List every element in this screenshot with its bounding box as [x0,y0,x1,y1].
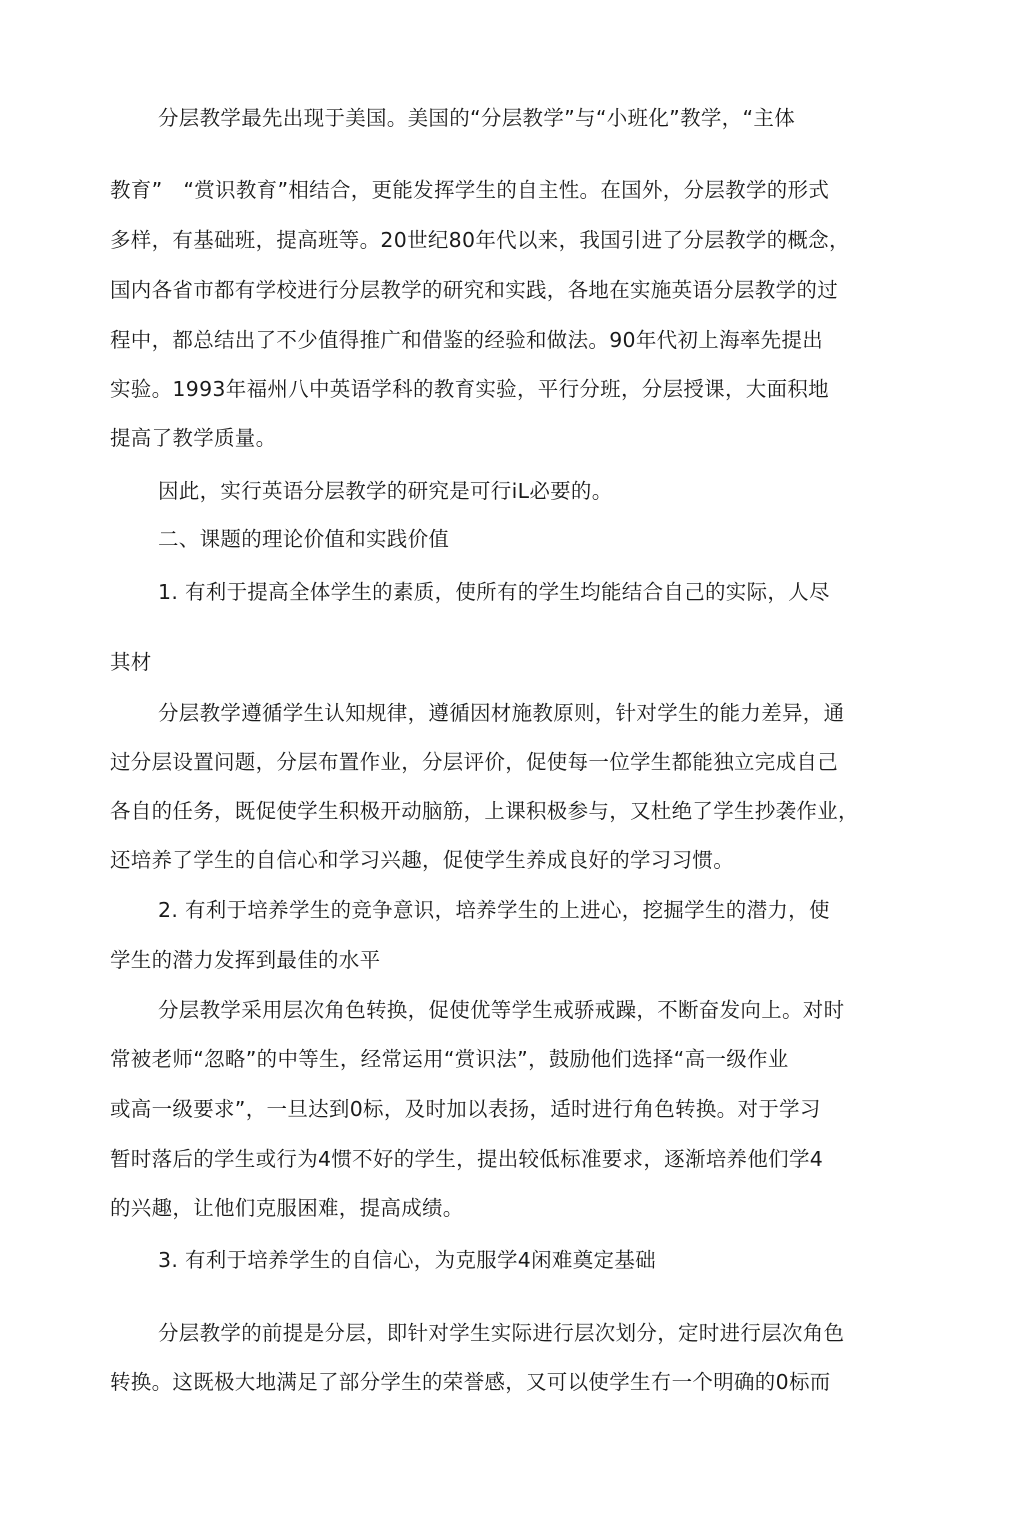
text-line: 暂时落后的学生或行为4惯不好的学生，提出较低标准要求，逐渐培养他们学4 [110,1147,824,1171]
text-line: 或高一级要求”，一旦达到0标，及时加以表扬，适时进行角色转换。对于学习 [110,1097,821,1121]
text-line: 程中，都总结出了不少值得推广和借鉴的经验和做法。90年代初上海率先提出 [110,328,824,352]
text-line: 各自的任务，既促使学生积极开动脑筋，上课积极参与，又杜绝了学生抄袭作业， [110,799,859,823]
text-line: 分层教学最先出现于美国。美国的“分层教学”与“小班化”教学，“主体 [158,106,795,130]
text-line: 学生的潜力发挥到最佳的水平 [110,948,381,972]
text-line: 转换。这既极大地满足了部分学生的荣誉感，又可以使学生冇一个明确的0标而 [110,1370,831,1394]
text-line: 3. 有利于培养学生的自信心，为克服学4闲难奠定基础 [158,1248,656,1272]
text-line: 其材 [110,650,152,674]
text-line: 多样，有基础班，提高班等。20世纪80年代以来，我国引进了分层教学的概念， [110,228,850,252]
text-line: 国内各省市都有学校进行分层教学的研究和实践，各地在实施英语分层教学的过 [110,278,838,302]
text-line: 提高了教学质量。 [110,426,277,450]
text-line: 2. 有利于培养学生的竞争意识，培养学生的上进心，挖掘学生的潜力，使 [158,898,830,922]
text-line: 常被老师“忽略”的中等生，经常运用“赏识法”，鼓励他们选择“高一级作业 [110,1047,789,1071]
text-line: 1. 有利于提高全体学生的素质，使所有的学生均能结合自己的实际，人尽 [158,580,830,604]
text-line: 分层教学遵循学生认知规律，遵循因材施教原则，针对学生的能力差异，通 [158,701,845,725]
text-line: 分层教学的前提是分层，即针对学生实际进行层次划分，定时进行层次角色 [158,1321,845,1345]
section-heading: 二、课题的理论价值和实践价值 [158,527,450,551]
text-line: 过分层设置问题，分层布置作业，分层评价，促使每一位学生都能独立完成自己 [110,750,838,774]
text-line: 的兴趣，让他们克服困难，提高成绩。 [110,1196,464,1220]
text-line: 分层教学采用层次角色转换，促使优等学生戒骄戒躁，不断奋发向上。对时 [158,998,845,1022]
text-line: 教育” “赏识教育”相结合，更能发挥学生的自主性。在国外，分层教学的形式 [110,178,830,202]
text-line: 实验。1993年福州八中英语学科的教育实验，平行分班，分层授课，大面积地 [110,377,829,401]
text-line: 还培养了学生的自信心和学习兴趣，促使学生养成良好的学习习惯。 [110,848,734,872]
text-line: 因此，实行英语分层教学的研究是可行iL必要的。 [158,479,613,503]
